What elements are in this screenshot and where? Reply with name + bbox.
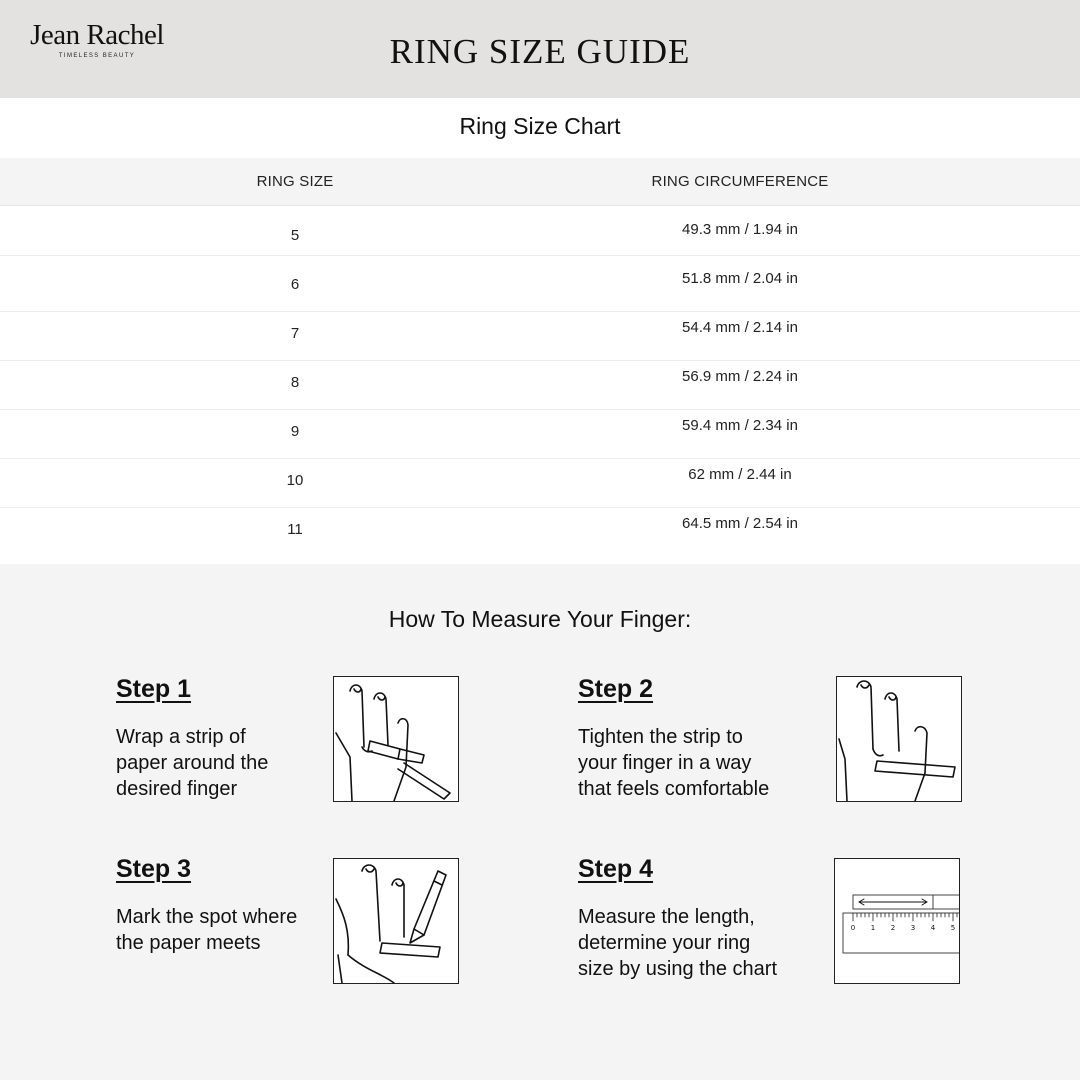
step-1-line: Wrap a strip of xyxy=(116,726,246,748)
column-header-ring-circumference: RING CIRCUMFERENCE xyxy=(651,173,829,190)
table-row xyxy=(0,459,1080,508)
step-3-description xyxy=(116,904,336,956)
chart-title: Ring Size Chart xyxy=(459,113,621,139)
step-2-line: Tighten the strip to xyxy=(578,726,743,748)
ring-size-cell: 10 xyxy=(286,472,304,489)
circumference-cell: 56.9 mm / 2.24 in xyxy=(682,368,798,385)
step-2-line: that feels comfortable xyxy=(578,778,770,800)
step-1-line: desired finger xyxy=(116,778,238,800)
ruler-measure-icon xyxy=(834,858,960,984)
table-row xyxy=(0,207,1080,256)
hand-wrap-strip-icon xyxy=(333,676,459,802)
ring-size-cell: 7 xyxy=(290,325,300,342)
table-row xyxy=(0,361,1080,410)
hand-tighten-strip-icon xyxy=(836,676,962,802)
ring-size-cell: 11 xyxy=(287,521,303,538)
step-2-description xyxy=(578,724,838,802)
step-4-description xyxy=(578,904,828,982)
brand-name: Jean Rachel xyxy=(30,19,164,51)
circumference-cell: 49.3 mm / 1.94 in xyxy=(682,221,798,238)
step-3-line: the paper meets xyxy=(116,932,261,954)
circumference-cell: 51.8 mm / 2.04 in xyxy=(682,270,798,287)
step-4-line: size by using the chart xyxy=(578,958,777,980)
ring-size-chart xyxy=(0,98,1080,564)
step-1-heading: Step 1 xyxy=(116,675,192,703)
table-row xyxy=(0,410,1080,459)
ruler-label: 0 xyxy=(850,924,856,932)
ruler-label: 2 xyxy=(890,924,896,932)
table-row xyxy=(0,312,1080,361)
brand-tagline: TIMELESS BEAUTY xyxy=(58,53,136,59)
circumference-cell: 64.5 mm / 2.54 in xyxy=(682,515,798,532)
ruler-label: 5 xyxy=(950,924,956,932)
step-1-description xyxy=(116,724,356,802)
table-header xyxy=(0,158,1080,206)
ring-size-cell: 9 xyxy=(290,423,300,440)
ring-size-cell: 8 xyxy=(290,374,300,391)
step-3-line: Mark the spot where xyxy=(116,906,298,928)
step-1-line: paper around the xyxy=(116,752,269,774)
hand-mark-pen-icon xyxy=(333,858,459,984)
circumference-cell: 62 mm / 2.44 in xyxy=(688,466,792,483)
step-4-heading: Step 4 xyxy=(578,855,654,883)
ring-size-cell: 5 xyxy=(290,227,300,244)
circumference-cell: 59.4 mm / 2.34 in xyxy=(682,417,798,434)
ring-size-cell: 6 xyxy=(290,276,300,293)
step-3-heading: Step 3 xyxy=(116,855,192,883)
step-4-line: Measure the length, xyxy=(578,906,755,928)
circumference-cell: 54.4 mm / 2.14 in xyxy=(682,319,798,336)
ruler-label: 4 xyxy=(930,924,936,932)
step-2-heading: Step 2 xyxy=(578,675,654,703)
page-title: RING SIZE GUIDE xyxy=(389,32,691,71)
column-header-ring-size: RING SIZE xyxy=(256,173,334,190)
step-4-line: determine your ring xyxy=(578,932,751,954)
measure-section-title: How To Measure Your Finger: xyxy=(388,606,692,632)
table-row xyxy=(0,508,1080,557)
ruler-label: 3 xyxy=(910,924,916,932)
page-header xyxy=(0,0,1080,98)
table-row xyxy=(0,263,1080,312)
ruler-label: 1 xyxy=(870,924,876,932)
step-2-line: your finger in a way xyxy=(578,752,752,774)
